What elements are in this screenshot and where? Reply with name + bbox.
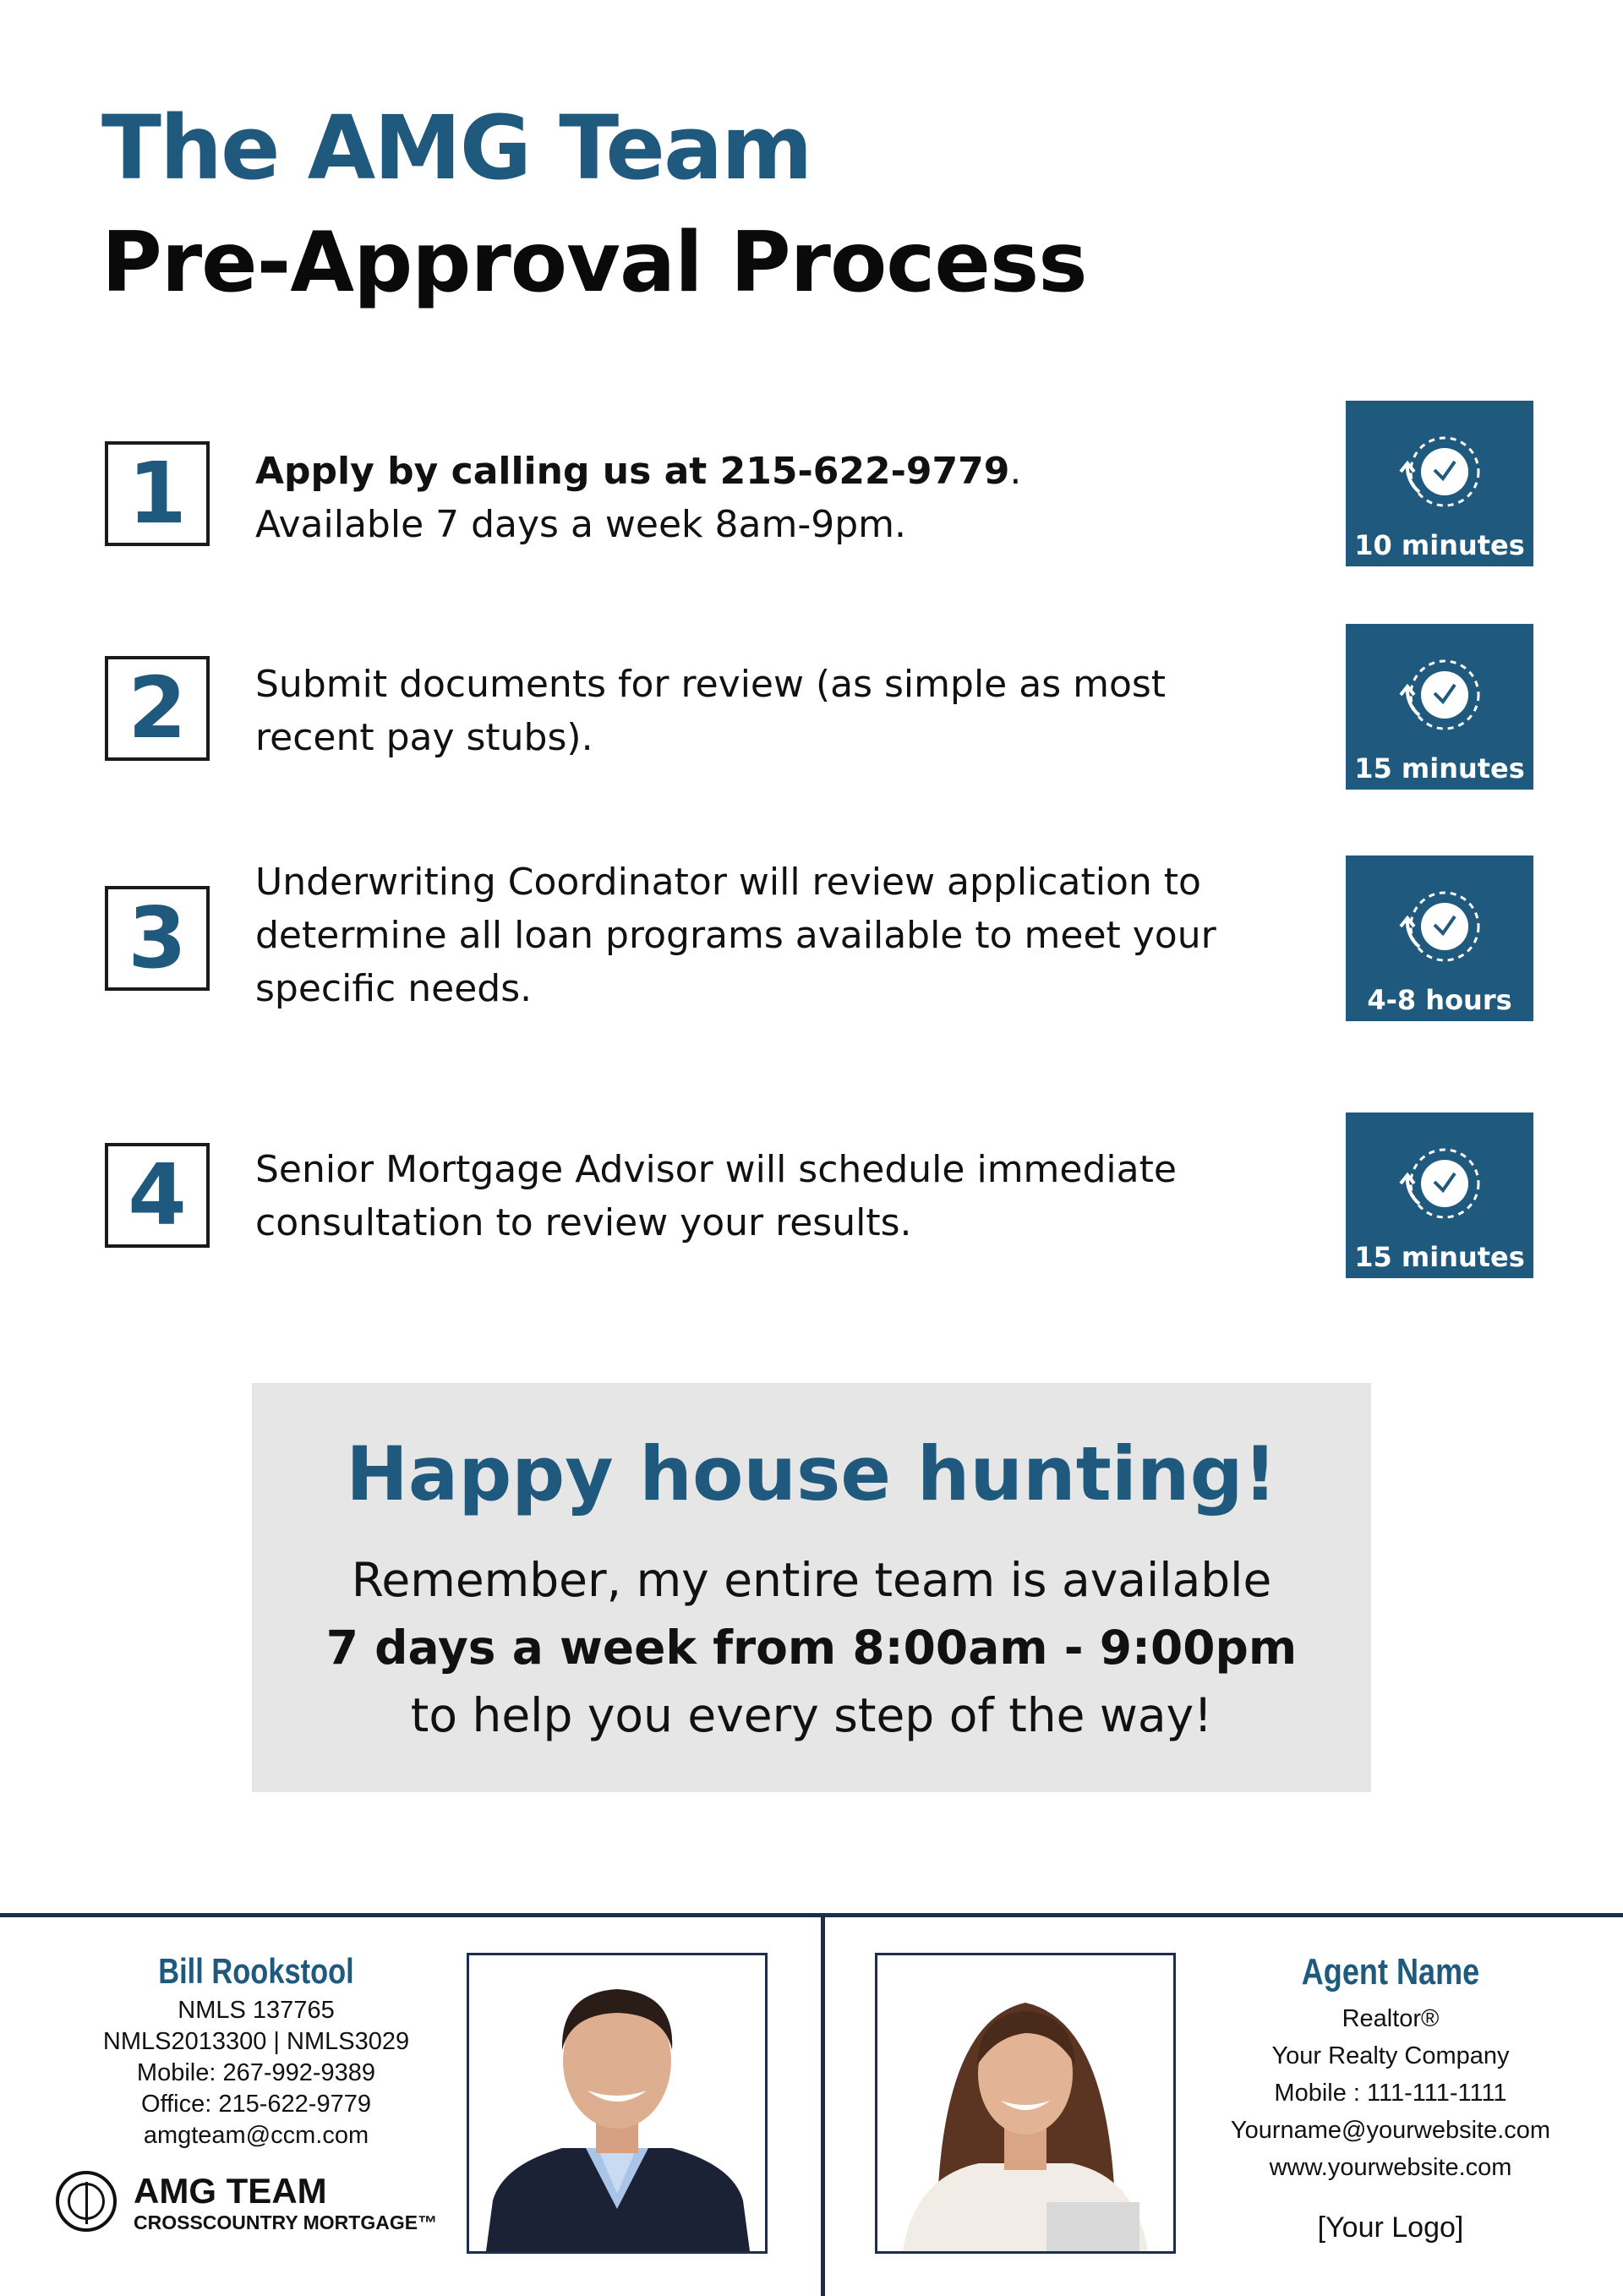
- loan-officer-email[interactable]: amgteam@ccm.com: [143, 2122, 369, 2149]
- step-number: 3: [105, 886, 210, 991]
- loan-officer-info: [101, 1948, 411, 2151]
- agent-name: Agent Name: [1301, 1951, 1480, 1993]
- agent-website[interactable]: www.yourwebsite.com: [1269, 2154, 1512, 2181]
- agent-info: [1217, 1948, 1564, 2244]
- loan-officer-photo: [467, 1953, 768, 2254]
- agent-company: Your Realty Company: [1271, 2042, 1510, 2069]
- step-text-line2: Available 7 days a week 8am-9pm.: [255, 503, 906, 546]
- loan-officer-name: Bill Rookstool: [158, 1951, 354, 1991]
- callout-heading: Happy house hunting!: [346, 1430, 1277, 1517]
- loan-officer-office: Office: 215-622-9779: [141, 2091, 371, 2118]
- step-text-bold: Apply by calling us at 215-622-9779: [255, 450, 1010, 493]
- callout-line-2: 7 days a week from 8:00am - 9:00pm: [325, 1620, 1298, 1675]
- loan-officer-nmls: NMLS 137765: [178, 1997, 335, 2024]
- footer-divider: [0, 1913, 1623, 1917]
- crosscountry-logo-icon: [56, 2171, 117, 2232]
- clock-icon: [1392, 888, 1487, 969]
- company-logo-name: AMG TEAM: [134, 2171, 327, 2211]
- step-text-period: .: [1009, 450, 1022, 493]
- duration-badge: [1346, 856, 1533, 1021]
- step-number: 4: [105, 1143, 210, 1248]
- step-number: 2: [105, 656, 210, 761]
- clock-icon: [1392, 656, 1487, 737]
- duration-label: 15 minutes: [1354, 1241, 1525, 1273]
- callout-line-1: Remember, my entire team is available: [351, 1552, 1272, 1607]
- step-text: Submit documents for review (as simple as most recent pay stubs).: [255, 663, 1167, 759]
- step-number: 1: [105, 441, 210, 546]
- page-title: Pre-Approval Process: [101, 215, 1087, 311]
- company-logo-sub: CROSSCOUNTRY MORTGAGE™: [134, 2211, 438, 2233]
- clock-icon: [1392, 1145, 1487, 1226]
- agent-email[interactable]: Yourname@yourwebsite.com: [1230, 2117, 1551, 2144]
- callout-line-3: to help you every step of the way!: [410, 1687, 1213, 1742]
- agent-title: Realtor®: [1342, 2005, 1440, 2032]
- agent-photo: [875, 1953, 1176, 2254]
- step-text: Senior Mortgage Advisor will schedule immediate consultation to review your results.: [255, 1148, 1177, 1244]
- duration-label: 15 minutes: [1354, 752, 1525, 784]
- duration-label: 4-8 hours: [1367, 984, 1512, 1016]
- duration-badge: [1346, 624, 1533, 790]
- step-text: [255, 445, 1303, 551]
- footer-vertical-divider: [821, 1916, 825, 2296]
- brand-title: The AMG Team: [101, 96, 812, 200]
- step-text: Underwriting Coordinator will review application to determine all loan programs available to meet your specific needs.: [255, 861, 1216, 1010]
- loan-officer-nmls-2: NMLS2013300 | NMLS3029: [102, 2028, 410, 2055]
- duration-badge: [1346, 401, 1533, 566]
- callout-box: [252, 1383, 1371, 1792]
- duration-label: 10 minutes: [1354, 529, 1525, 561]
- agent-mobile: Mobile : 111-111-1111: [1274, 2080, 1507, 2107]
- clock-icon: [1392, 433, 1487, 514]
- agent-logo-placeholder: [Your Logo]: [1317, 2211, 1464, 2244]
- duration-badge: [1346, 1112, 1533, 1278]
- company-logo: [56, 2168, 462, 2244]
- loan-officer-mobile: Mobile: 267-992-9389: [136, 2059, 376, 2086]
